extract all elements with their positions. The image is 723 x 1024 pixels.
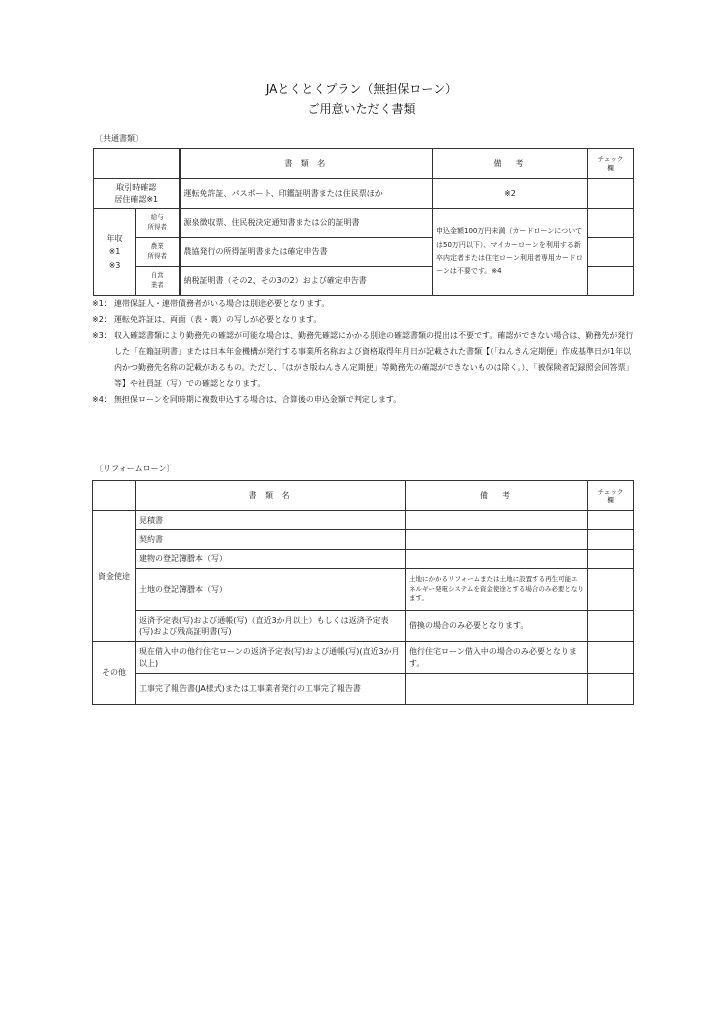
income-doc-salary: 源泉徴収票、住民税決定通知書または公的証明書 [180,209,433,238]
reform-remark [406,511,588,530]
check-box[interactable] [588,179,634,209]
check-box[interactable] [588,530,634,549]
header-check: チェック 欄 [588,149,634,179]
common-section-label: 〔共通書類〕 [95,134,143,143]
reform-remark-refinance: 借換の場合のみ必要となります。 [406,611,588,642]
check-box[interactable] [588,238,634,267]
common-documents-table [93,148,634,296]
document-title: JAとくとくプラン（無担保ローン） [265,82,458,96]
other-doc-current-loan: 現在借入中の他行住宅ローンの返済予定表(写)および通帳(写)(直近3か月以上) [136,642,406,673]
reform-remark [406,530,588,549]
check-box[interactable] [588,673,634,704]
income-type-salary: 給与 所得者 [136,209,180,238]
check-box[interactable] [588,267,634,296]
note-mark: ※3： [92,331,112,340]
header-remarks: 備 考 [406,481,588,511]
reform-remark [406,549,588,568]
reform-doc-contract: 契約書 [136,530,406,549]
document-subtitle: ご用意いただく書類 [307,102,416,116]
reform-documents-table [92,480,634,705]
check-box[interactable] [588,209,634,238]
header-remarks: 備 考 [433,149,588,179]
header-check: チェック 欄 [588,481,634,511]
income-doc-farm: 農協発行の所得証明書または確定申告書 [180,238,433,267]
check-box[interactable] [588,549,634,568]
income-label: 年収 ※1 ※3 [94,209,136,296]
header-document-name: 書 類 名 [180,149,433,179]
income-type-farm: 農業 所得者 [136,238,180,267]
note-mark: ※2： [92,315,112,324]
reform-doc-estimate: 見積書 [136,511,406,530]
note-2 [92,312,637,328]
identity-documents: 運転免許証、パスポート、印鑑証明書または住民票ほか [180,179,433,209]
note-text: 無担保ローンを同時期に複数申込する場合は、合算後の申込金額で判定します。 [114,395,402,404]
income-doc-self-employed: 納税証明書（その2、その3の2）および確定申告書 [180,267,433,296]
header-blank-cell [94,149,180,179]
reform-doc-building-registry: 建物の登記簿謄本（写） [136,549,406,568]
note-mark: ※1： [92,299,112,308]
note-text: 収入確認書類により勤務先の確認が可能な場合は、勤務先確認にかかる別途の確認書類の提出は不要です。確認ができない場合は、勤務先が発行した「在籍証明書」または日本年金機構が発行する事業所名称および資格取得年月日が記載された書類【（「ねんきん定期便」作成基準日が1年以内かつ勤務先名称の記載があるもの。ただし、「はがき版ねんきん定期便」等勤務先の確認ができないものは除く。）、「被保険者記録照会回答票」等】や社員証（写）での確認となります。 [114,331,634,388]
reform-doc-land-registry: 土地の登記簿謄本（写） [136,568,406,610]
reform-remark-land: 土地にかかるリフォームまたは土地に設置する再生可能エネルギー発電システムを資金使途とする場合のみ必要となります。 [406,568,588,610]
other-remark-current-loan: 他行住宅ローン借入中の場合のみ必要となります。 [406,642,588,673]
other-doc-completion-report: 工事完了報告書(JA様式)または工事業者発行の工事完了報告書 [136,673,406,704]
note-4 [92,392,637,408]
reform-doc-repayment-schedule: 返済予定表(写)および通帳(写)（直近3か月以上）もしくは返済予定表(写)および残高証明書(写) [136,611,406,642]
note-3 [92,328,637,392]
reform-section-label: 〔リフォームローン〕 [95,464,175,473]
note-1 [92,296,637,312]
income-type-self-employed: 自営 業者 [136,267,180,296]
other-label: その他 [93,642,136,705]
header-document-name: 書 類 名 [136,481,406,511]
header-blank-cell [93,481,136,511]
check-box[interactable] [588,568,634,610]
check-box[interactable] [588,511,634,530]
fund-use-label: 資金使途 [93,511,136,642]
note-text: 連帯保証人・連帯債務者がいる場合は別途必要となります。 [114,299,330,308]
check-box[interactable] [588,642,634,673]
check-box[interactable] [588,611,634,642]
other-remark [406,673,588,704]
notes-block [92,296,637,408]
identity-remarks: ※2 [433,179,588,209]
identity-check-label: 取引時確認 居住確認※1 [94,179,180,209]
note-mark: ※4： [92,395,112,404]
note-text: 運転免許証は、両面（表・裏）の写しが必要となります。 [114,315,322,324]
income-remarks: 申込金額100万円未満（カードローンについては50万円以下）、マイカーローンを利用する新卒内定者または住宅ローン利用者専用カードローンは不要です。※4 [433,209,588,296]
